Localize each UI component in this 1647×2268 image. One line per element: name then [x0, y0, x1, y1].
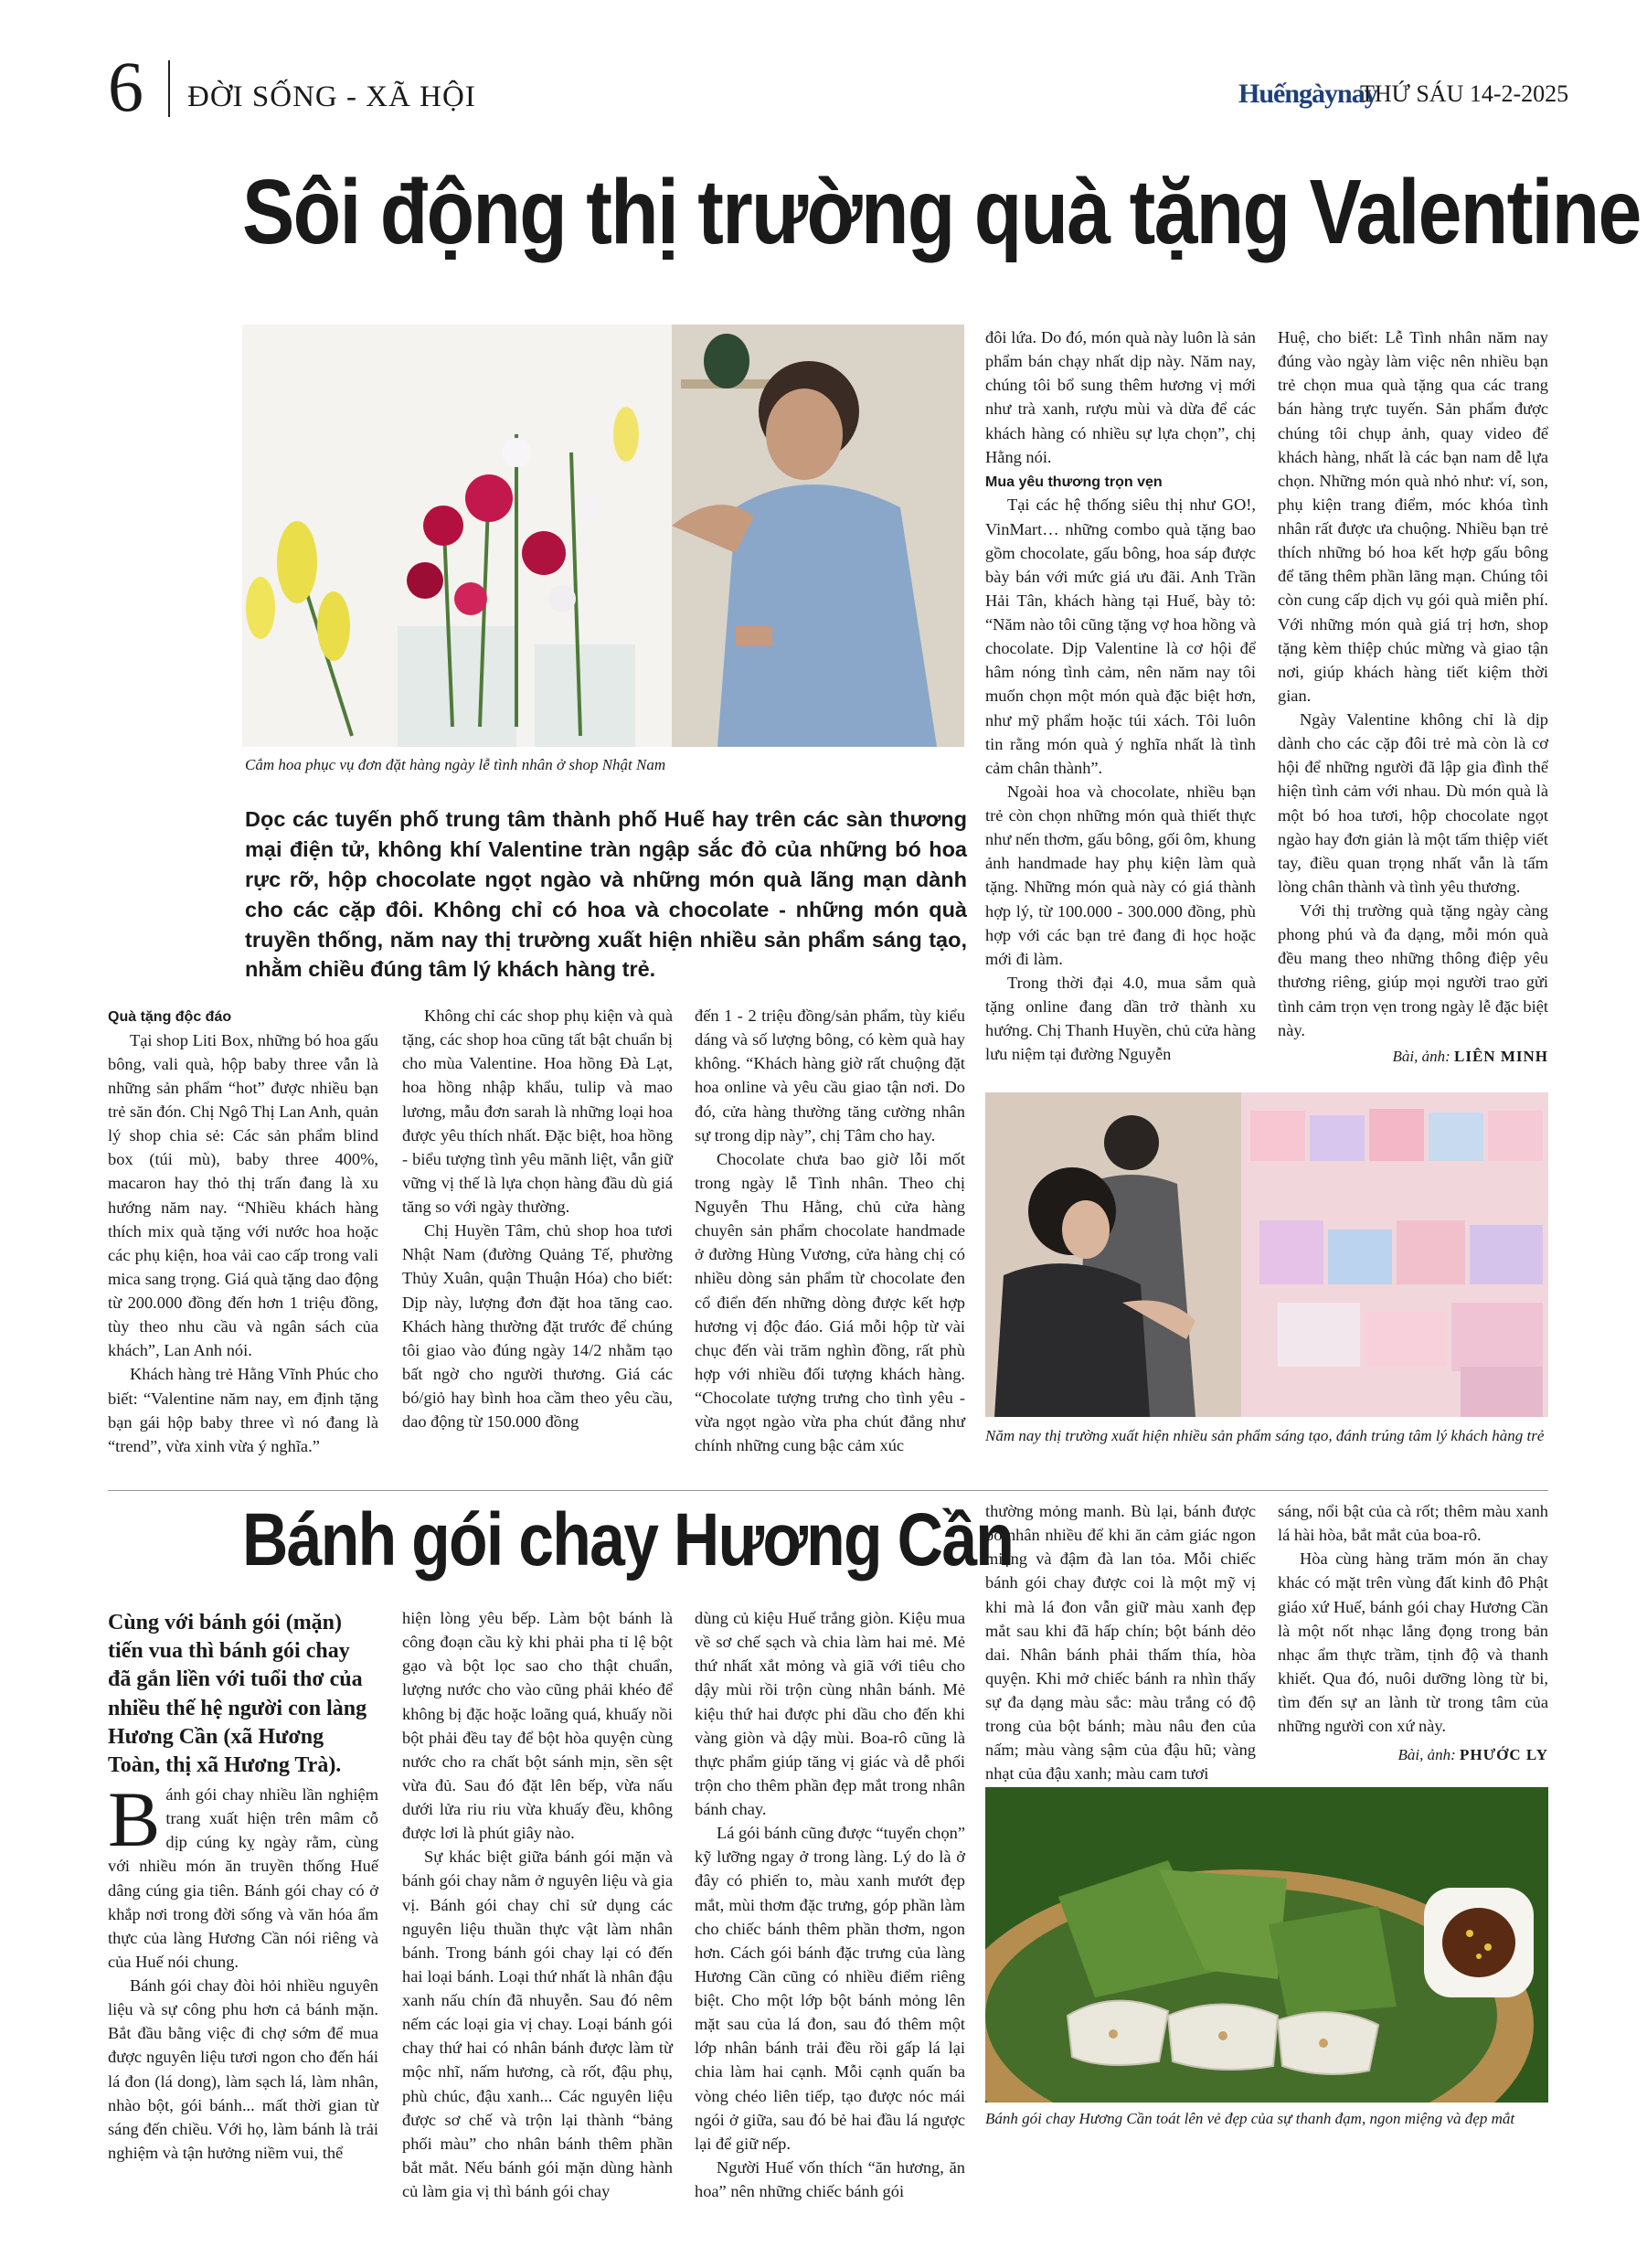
- article2-lead: Cùng với bánh gói (mặn) tiến vua thì bánh gói chay đã gắn liền với tuổi thơ của nhiều thế hệ người con làng Hương Cần (xã Hương Toàn, thị xã Hương Trà).: [108, 1611, 367, 1777]
- paragraph: hiện lòng yêu bếp. Làm bột bánh là công đoạn cầu kỳ khi phải pha tỉ lệ bột gạo và bột lọc sao cho thật chuẩn, lượng nước cho vào cũng phải khéo để không bị đặc hoặc loãng quá, khuấy nồi bột phải đều tay để bột hòa quyện cùng nước cho ra chất bột sánh mịn, sền sệt vừa đủ. Sau đó đặt lên bếp, vừa nấu dưới lửa riu riu vừa khuấy đều, không được lơi là phút giây nào.: [402, 1609, 673, 1843]
- paragraph: dùng củ kiệu Huế trắng giòn. Kiệu mua về sơ chế sạch và chia làm hai mẻ. Mẻ thứ nhất xắt mỏng và giã với tiêu cho dậy mùi rồi trộn cùng nhân bánh. Mẻ kiệu thứ hai được phi dầu cho đến khi vàng giòn và dậy mùi. Boa-rô cũng là thực phẩm giúp tăng vị giác và dễ phối trộn cho thêm phần đẹp mắt trong nhân bánh chay.: [695, 1609, 965, 1818]
- masthead: Huếngàynay: [1238, 79, 1377, 109]
- article1-photo2-caption: Năm nay thị trường xuất hiện nhiều sản phẩm sáng tạo, đánh trúng tâm lý khách hàng trẻ: [985, 1427, 1545, 1444]
- byline-prefix: Bài, ảnh:: [1392, 1048, 1450, 1065]
- paragraph: thường mỏng manh. Bù lại, bánh được bỏ nhân nhiều để khi ăn cảm giác ngon miệng và đậm đà lan tỏa. Mỗi chiếc bánh gói chay được coi là một mỹ vị khi mà lá đon vẫn giữ màu xanh đẹp mắt sau khi đã hấp chín; bột bánh dẻo dai. Nhân bánh phải thấm thía, hòa quyện. Khi mở chiếc bánh ra nhìn thấy sự đa dạng màu sắc: màu trắng có độ trong của bột bánh; màu nâu đen của nấm; màu vàng sậm của đậu hũ; vàng nhạt của đậu xanh; màu cam tươi: [985, 1502, 1256, 1784]
- subhead-mua-yeu-thuong: Mua yêu thương trọn vẹn: [985, 474, 1163, 490]
- article1-byline: [1278, 1048, 1548, 1066]
- article1-column-2: [402, 1004, 673, 1433]
- header-divider: [168, 60, 170, 117]
- dropcap: B: [108, 1775, 161, 1863]
- article-divider: [108, 1490, 1548, 1491]
- paragraph: Huệ, cho biết: Lễ Tình nhân năm nay đúng vào ngày làm việc nên nhiều bạn trẻ chọn mua quà tặng qua các trang bán hàng trực tuyến. Sản phẩm được chúng tôi chụp ảnh, quay video để khách hàng, nhất là các bạn nam dễ lựa chọn. Những món quà nhỏ như: ví, son, phụ kiện trang điểm, móc khóa tình nhân rất được ưa chuộng. Nhiều bạn trẻ thích những bó hoa kết hợp gấu bông để tăng thêm phần lãng mạn. Chúng tôi còn cung cấp dịch vụ gói quà miễn phí. Với những món quà giá trị hơn, shop tặng kèm thiệp chúc mừng và giao tận nơi, giúp khách hàng tiết kiệm thời gian.: [1278, 328, 1548, 705]
- article1-headline: Sôi động thị trường quà tặng Valentine: [242, 161, 1641, 263]
- article1-photo-flowers: [242, 325, 964, 747]
- paragraph: Với thị trường quà tặng ngày càng phong phú và đa dạng, mỗi món quà đều mang theo những thông điệp yêu thương riêng, giúp mọi người trao gửi tình cảm trọn vẹn trong ngày lễ đặc biệt này.: [1278, 901, 1548, 1039]
- section-title: ĐỜI SỐNG - XÃ HỘI: [187, 80, 476, 113]
- article1-photo-shopping: [985, 1092, 1548, 1417]
- paragraph: [108, 1775, 378, 1974]
- byline-author: PHƯỚC LY: [1460, 1746, 1548, 1763]
- article1-lead: Dọc các tuyến phố trung tâm thành phố Huế hay trên các sàn thương mại điện tử, không khí Valentine tràn ngập sắc đỏ của những bó hoa rực rỡ, hộp chocolate ngọt ngào và những món quà lãng mạn dành cho các cặp đôi. Không chỉ có hoa và chocolate - những món quà truyền thống, năm nay thị trường xuất hiện nhiều sản phẩm sáng tạo, nhằm chiều đúng tâm lý khách hàng trẻ.: [245, 807, 967, 982]
- paragraph: Hòa cùng hàng trăm món ăn chay khác có mặt trên vùng đất kinh đô Phật giáo xứ Huế, bánh gói chay Hương Cần là một nốt nhạc lắng đọng trong bản nhạc ẩm thực trầm, tịnh độ và thanh khiết. Qua đó, nuôi dưỡng lòng từ bi, tìm đến sự an lành từ trong tâm của những người con xứ này.: [1278, 1549, 1548, 1736]
- article2-headline: Bánh gói chay Hương Cần: [242, 1498, 1014, 1581]
- article2-column-4: [985, 1499, 1256, 1786]
- page-number: 6: [108, 47, 143, 126]
- paragraph: Ngoài hoa và chocolate, nhiều bạn trẻ còn chọn những món quà thiết thực như nến thơm, gấu bông, gối ôm, khung ảnh handmade hay phụ kiện làm quà tặng. Những món quà này có giá thành hợp lý, từ 100.000 - 300.000 đồng, phù hợp với các bạn trẻ đang đi học hoặc mới đi làm.: [985, 782, 1256, 968]
- paragraph-text: ánh gói chay nhiều lần nghiệm trang xuất hiện trên mâm cỗ dịp cúng kỵ ngày rằm, cùng với nhiều món ăn truyền thống Huế dâng cúng gia tiên. Bánh gói chay có ở khắp nơi trong đời sống và văn hóa ẩm thực của làng Hương Cần nói riêng và của Huế nói chung.: [108, 1785, 378, 1971]
- article2-column-5: [1278, 1499, 1548, 1738]
- paragraph: Lá gói bánh cũng được “tuyển chọn” kỹ lưỡng ngay ở trong làng. Lý do là ở đây có phiến to, màu xanh mướt đẹp mắt, mùi thơm đặc trưng, góp phần làm cho chiếc bánh thêm phần thơm, ngon hơn. Cách gói bánh đặc trưng của làng Hương Cần cũng có nhiều điểm riêng biệt. Cho một lớp bột bánh mỏng lên mặt sau của lá đon, sau đó thêm một lớp nhân bánh trải đều rồi gấp lá lại chia làm hai cạnh. Mỗi cạnh quấn ba vòng chéo liên tiếp, tạo được nóc mái ngói ở giữa, sau đó bẻ hai đầu lá ngược lại để giữ nếp.: [695, 1824, 965, 2153]
- article1-column-5: [1278, 325, 1548, 1042]
- paragraph: Không chỉ các shop phụ kiện và quà tặng, các shop hoa cũng tất bật chuẩn bị cho mùa Valentine. Hoa hồng Đà Lạt, hoa hồng nhập khẩu, tulip và mao lương, mẫu đơn sarah là những loại hoa được yêu thích nhất. Đặc biệt, hoa hồng - biểu tượng tình yêu mãnh liệt, vẫn giữ vững vị thế là lựa chọn hàng đầu dù giá tăng so với ngày thường.: [402, 1006, 673, 1216]
- article2-column-2: [402, 1606, 673, 2203]
- paragraph: Trong thời đại 4.0, mua sắm quà tặng online đang dần trở thành xu hướng. Chị Thanh Huyền, chủ cửa hàng lưu niệm tại đường Nguyễn: [985, 973, 1256, 1064]
- article2-column-1: [108, 1775, 378, 2165]
- paragraph: đôi lứa. Do đó, món quà này luôn là sản phẩm bán chạy nhất dịp này. Năm nay, chúng tôi bổ sung thêm hương vị mới như trà xanh, rượu mùi và dừa để các khách hàng có nhiều sự lựa chọn”, chị Hằng nói.: [985, 328, 1256, 466]
- paragraph: Chocolate chưa bao giờ lỗi mốt trong ngày lễ Tình nhân. Theo chị Nguyễn Thu Hằng, chủ cửa hàng chuyên sản phẩm chocolate handmade ở đường Hùng Vương, cửa hàng chị có nhiều dòng sản phẩm từ chocolate đen cổ điển đến những dòng được kết hợp hương vị độc đáo. Giá mỗi hộp từ vài chục đến vài trăm nghìn đồng, rất phù hợp với nhiều đối tượng khách hàng. “Chocolate tượng trưng cho tình yêu - vừa ngọt ngào vừa pha chút đắng như chính những cung bậc cảm xúc: [695, 1149, 965, 1455]
- paragraph: sáng, nổi bật của cà rốt; thêm màu xanh lá hài hòa, bắt mắt của boa-rô.: [1278, 1502, 1548, 1545]
- paragraph: đến 1 - 2 triệu đồng/sản phẩm, tùy kiểu dáng và số lượng bông, có kèm quà hay không. “Khách hàng giờ rất chuộng đặt hoa online và yêu cầu giao tận nơi. Do đó, cửa hàng thường tăng cường nhân sự trong dịp này”, chị Tâm cho hay.: [695, 1006, 965, 1145]
- paragraph: Tại các hệ thống siêu thị như GO!, VinMart… những combo quà tặng bao gồm chocolate, gấu bông, hoa sáp được bày bán với mức giá ưu đãi. Anh Trần Hải Tân, khách hàng tại Huế, bày tỏ: “Năm nào tôi cũng tặng vợ hoa hồng và chocolate. Dịp Valentine là cơ hội để hâm nóng tình cảm, nên năm nay tôi muốn chọn một món quà đặc biệt hơn, như mỹ phẩm hoặc túi xách. Tôi luôn tin rằng món quà ý nghĩa nhất là tình cảm chân thành”.: [985, 495, 1256, 777]
- byline-prefix: Bài, ảnh:: [1397, 1746, 1456, 1763]
- paragraph: Sự khác biệt giữa bánh gói mặn và bánh gói chay nằm ở nguyên liệu và gia vị. Bánh gói chay chỉ sử dụng các nguyên liệu thuần thực vật làm nhân bánh. Trong bánh gói chay lại có đến hai loại bánh. Loại thứ nhất là nhân đậu xanh nấu chín đã nhuyễn. Sau đó nêm nếm các loại gia vị chay. Loại bánh gói chay thứ hai có nhân bánh được làm từ mộc nhĩ, nấm hương, cà rốt, đậu phụ, phù chúc, đậu xanh... Các nguyên liệu được sơ chế và trộn lại thành “bảng phối màu” cho nhân bánh thêm phần bắt mắt. Nếu bánh gói mặn dùng hành củ làm gia vị thì bánh gói chay: [402, 1847, 673, 2200]
- article2-byline: [1278, 1746, 1548, 1764]
- paragraph: Tại shop Liti Box, những bó hoa gấu bông, vali quà, hộp baby three vẫn là những sản phẩm “hot” được nhiều bạn trẻ săn đón. Chị Ngô Thị Lan Anh, quản lý shop chia sẻ: Các sản phẩm blind box (túi mù), baby three 400%, macaron hay thỏ thị trấn đang là xu hướng năm nay. “Nhiều khách hàng thích mix quà tặng với nước hoa hoặc các phụ kiện, hoa vải cao cấp trong vali mica sang trọng. Giá quà tặng dao động từ 200.000 đồng đến hơn 1 triệu đồng, tùy theo nhu cầu và ngân sách của khách”, Lan Anh nói.: [108, 1030, 378, 1360]
- article2-photo-caption: Bánh gói chay Hương Cần toát lên vẻ đẹp của sự thanh đạm, ngon miệng và đẹp mắt: [985, 2110, 1515, 2127]
- article1-column-4: [985, 325, 1256, 1066]
- paragraph: Người Huế vốn thích “ăn hương, ăn hoa” nên những chiếc bánh gói: [695, 2157, 965, 2200]
- paragraph: Ngày Valentine không chỉ là dịp dành cho các cặp đôi trẻ mà còn là cơ hội để những người đã lập gia đình thể hiện tình cảm với nhau. Dù món quà là một bó hoa tươi, hộp chocolate ngọt ngào hay đơn giản là một tấm thiệp viết tay, điều quan trọng nhất vẫn là tấm lòng chân thành và tình yêu thương.: [1278, 710, 1548, 896]
- issue-date: THỨ SÁU 14-2-2025: [1360, 80, 1569, 107]
- article1-column-1: [108, 1004, 378, 1458]
- article2-photo-banh-goi: [985, 1787, 1548, 2103]
- paragraph: Chị Huyền Tâm, chủ shop hoa tươi Nhật Nam (đường Quảng Tế, phường Thủy Xuân, quận Thuận Hóa) cho biết: Dịp này, lượng đơn đặt hoa tăng cao. Khách hàng thường đặt trước để chúng tôi giao vào đúng ngày 14/2 nhằm tạo bất ngờ cho người thương. Giá các bó/giỏ hay bình hoa cầm theo yêu cầu, dao động từ 150.000 đồng: [402, 1221, 673, 1432]
- byline-author: LIÊN MINH: [1454, 1048, 1548, 1065]
- subhead-qua-tang-doc-dao: Quà tặng độc đáo: [108, 1009, 232, 1025]
- paragraph: Bánh gói chay đòi hỏi nhiều nguyên liệu và sự công phu hơn cả bánh mặn. Bắt đầu bằng việc đi chợ sớm để mua được nguyên liệu tươi ngon cho đến hái lá đon (lá dong), làm sạch lá, làm nhân, nhào bột, gói bánh... mất thời gian từ sáng đến chiều. Với họ, làm bánh là trải nghiệm và tận hưởng niềm vui, thể: [108, 1976, 378, 2162]
- article1-photo1-caption: Cắm hoa phục vụ đơn đặt hàng ngày lễ tình nhân ở shop Nhật Nam: [245, 756, 666, 773]
- article1-column-3: [695, 1004, 965, 1457]
- article2-column-3: [695, 1606, 965, 2203]
- paragraph: Khách hàng trẻ Hằng Vĩnh Phúc cho biết: “Valentine năm nay, em định tặng bạn gái hộp baby three vì nó đang là “trend”, vừa xinh vừa ý nghĩa.”: [108, 1365, 378, 1455]
